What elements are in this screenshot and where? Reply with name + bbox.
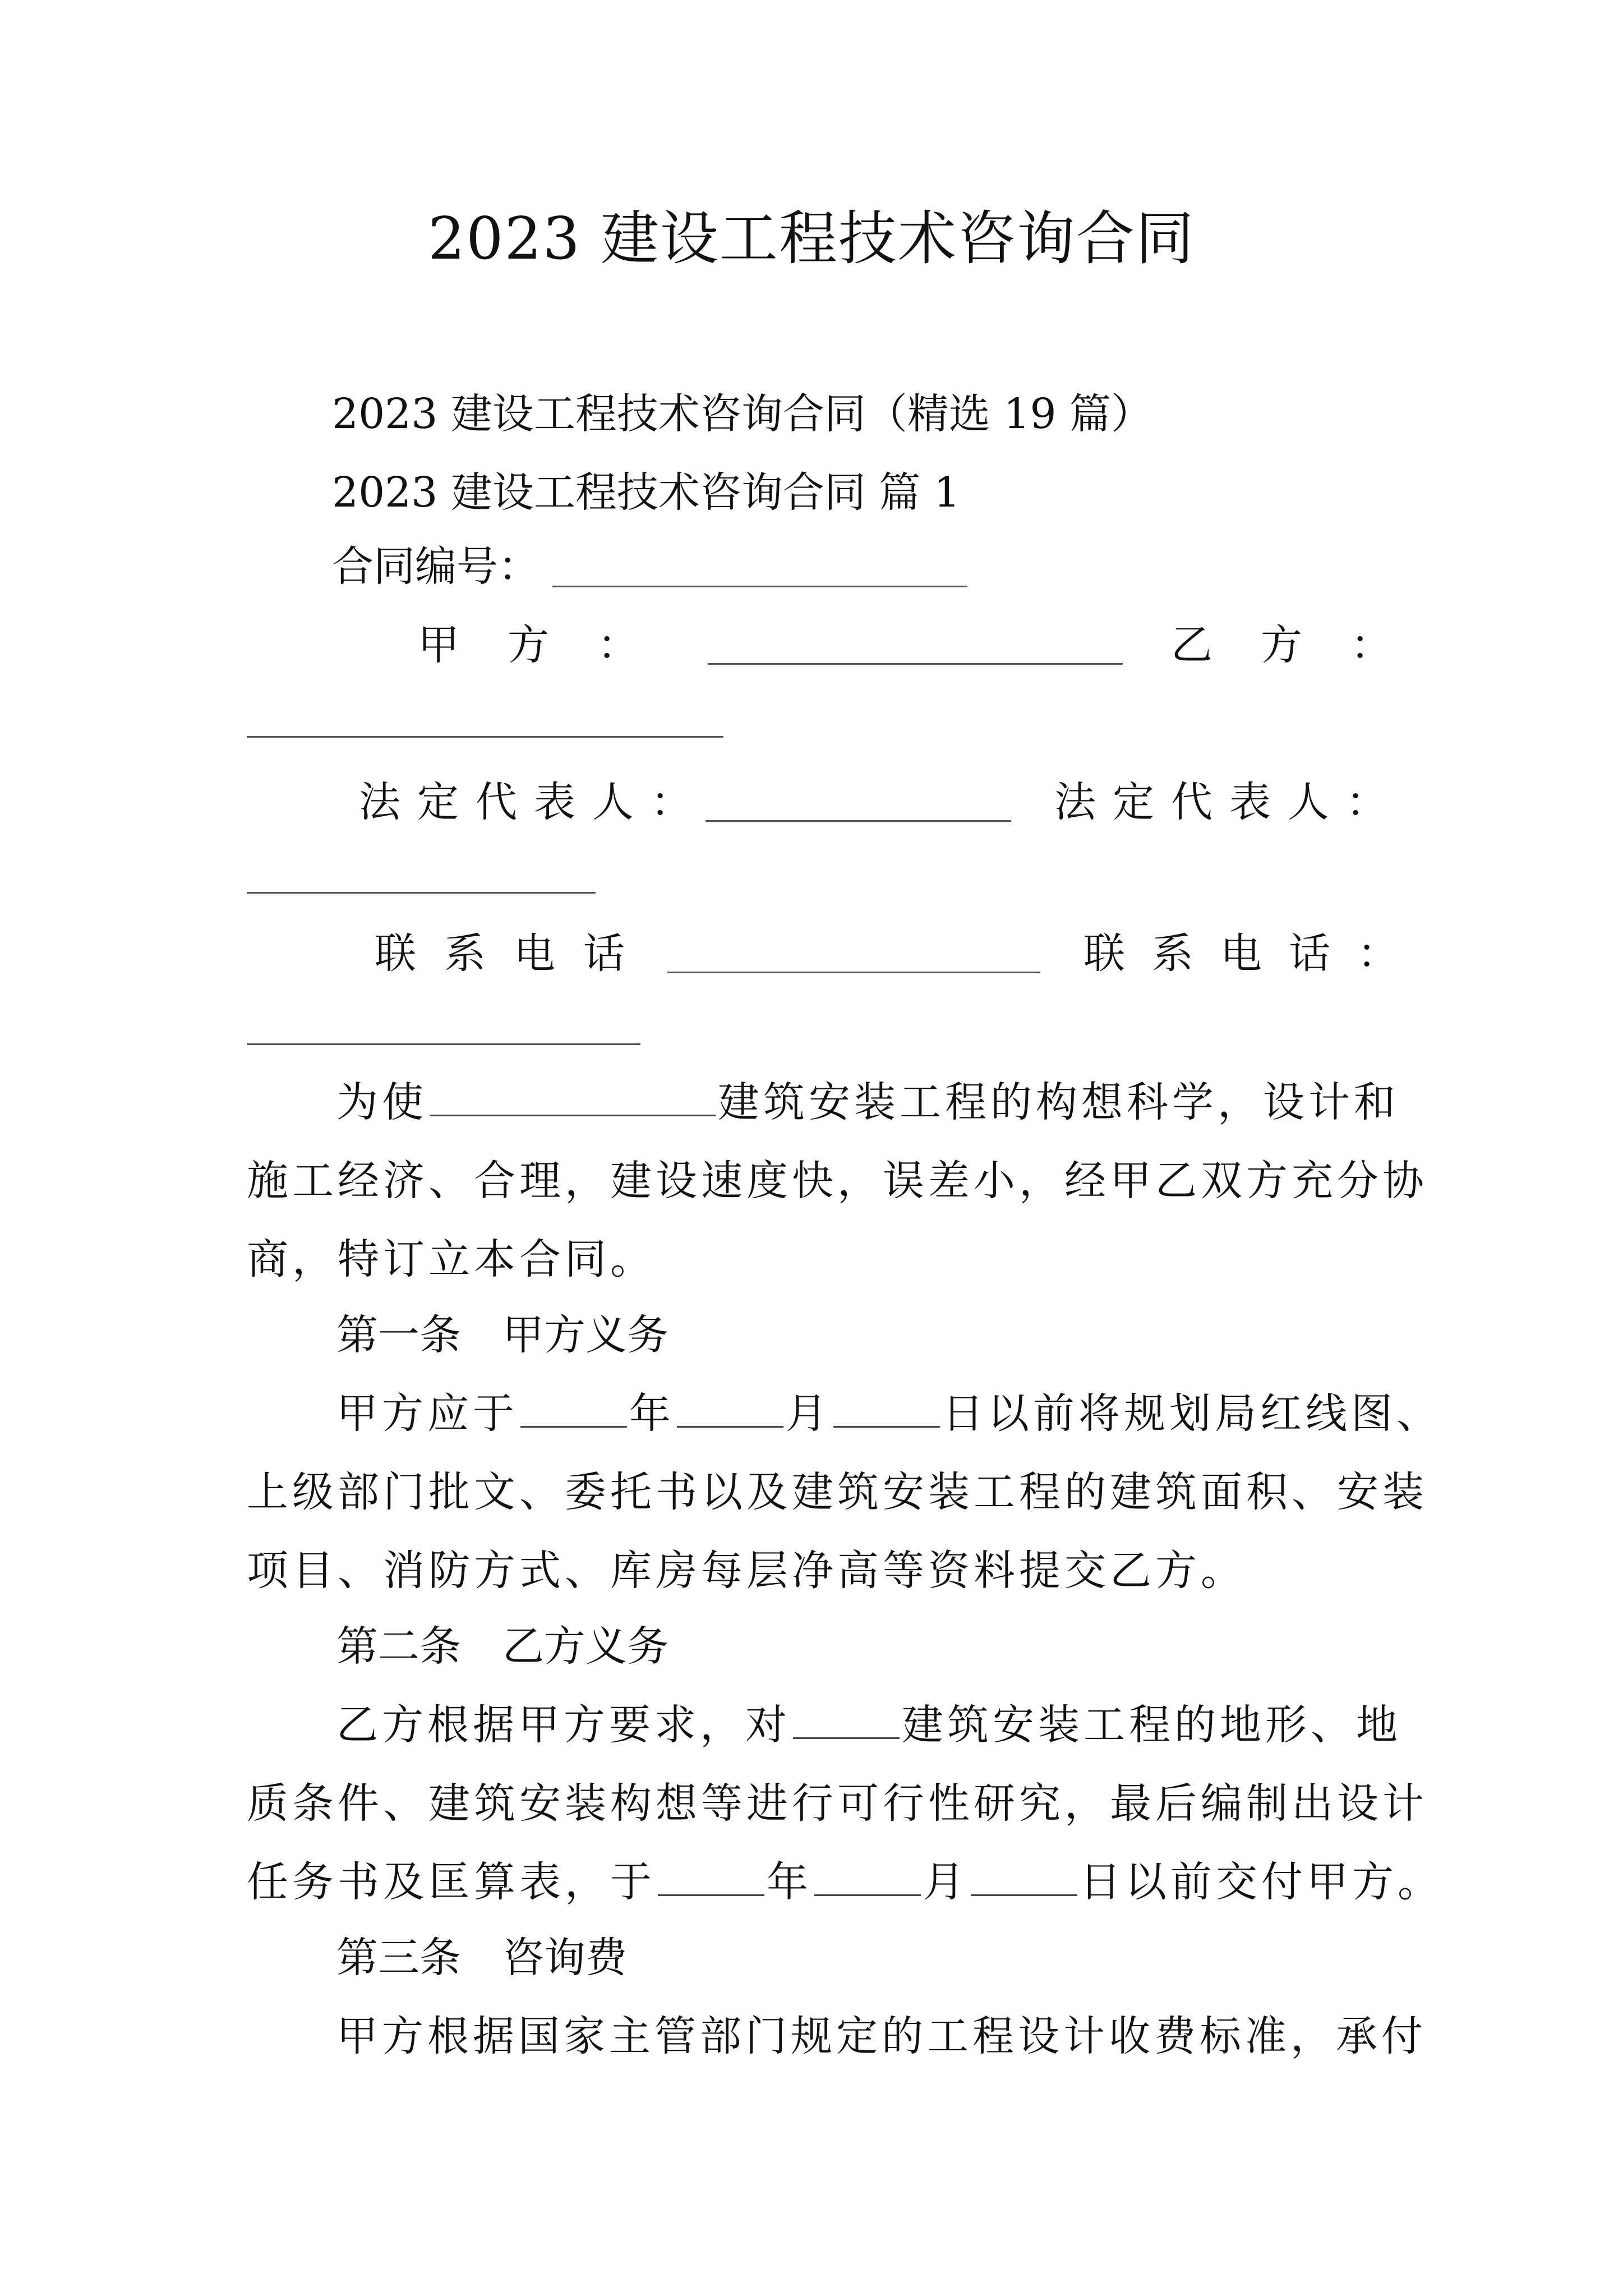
article1-year-blank[interactable]	[520, 1420, 627, 1428]
article3-line1: 甲方根据国家主管部门规定的工程设计收费标准，承付	[336, 2012, 1427, 2060]
article1-day-blank[interactable]	[833, 1420, 940, 1428]
article2-line1	[336, 1697, 1401, 1753]
section-heading: 2023 建设工程技术咨询合同 篇 1	[332, 468, 960, 517]
phone-a-blank[interactable]	[667, 972, 1040, 973]
document-subtitle: 2023 建设工程技术咨询合同（精选 19 篇）	[332, 390, 1153, 438]
article2-month-blank[interactable]	[814, 1889, 921, 1896]
article2-project-blank[interactable]	[793, 1732, 900, 1739]
legal-rep-b-blank[interactable]	[247, 892, 596, 894]
article1-line3: 项目、消防方式、库房每层净高等资料提交乙方。	[247, 1547, 1246, 1595]
party-b-blank[interactable]	[247, 736, 723, 738]
article2-day-blank[interactable]	[971, 1889, 1077, 1896]
article1-text-c: 月	[786, 1389, 831, 1438]
phone-a-label: 联系电话	[375, 930, 653, 978]
article1-line1	[336, 1386, 1442, 1442]
article1-month-blank[interactable]	[677, 1420, 783, 1428]
article2-text-f: 日以前交付甲方。	[1080, 1858, 1443, 1906]
phone-b-label: 联系电话：	[1083, 930, 1426, 978]
article1-text-b: 年	[629, 1389, 675, 1438]
article2-heading: 第二条 乙方义务	[336, 1622, 668, 1671]
article2-text-e: 月	[923, 1858, 969, 1906]
article1-heading: 第一条 甲方义务	[336, 1311, 668, 1359]
phone-b-blank[interactable]	[247, 1043, 640, 1045]
para1-line3: 商，特订立本合同。	[247, 1235, 656, 1283]
para1-line2: 施工经济、合理，建设速度快，误差小，经甲乙双方充分协	[247, 1157, 1428, 1205]
article2-text-c: 任务书及匡算表，于	[247, 1858, 656, 1906]
article1-text-a: 甲方应于	[336, 1389, 518, 1438]
legal-rep-a-blank[interactable]	[706, 820, 1011, 822]
article1-text-d: 日以前将规划局红线图、	[942, 1389, 1442, 1438]
contract-number-label: 合同编号：	[332, 542, 540, 591]
article2-year-blank[interactable]	[658, 1889, 764, 1896]
party-b-label: 乙 方 ：	[1171, 621, 1395, 669]
contract-number-blank[interactable]	[552, 586, 967, 587]
article2-line2: 质条件、建筑安装构想等进行可行性研究，最后编制出设计	[247, 1779, 1428, 1828]
legal-rep-b-label: 法定代表人：	[1054, 778, 1404, 826]
legal-rep-a-label: 法定代表人：	[359, 778, 709, 826]
para1-text-a: 为使	[336, 1078, 427, 1126]
article2-text-a: 乙方根据甲方要求，对	[336, 1701, 791, 1749]
para1-line1	[336, 1074, 1399, 1130]
article1-line2: 上级部门批文、委托书以及建筑安装工程的建筑面积、安装	[247, 1468, 1428, 1516]
party-a-label: 甲 方 ：	[418, 621, 642, 669]
document-title: 2023 建设工程技术咨询合同	[428, 204, 1195, 273]
article2-text-b: 建筑安装工程的地形、地	[902, 1701, 1401, 1749]
para1-blank[interactable]	[430, 1109, 716, 1116]
party-a-blank[interactable]	[708, 663, 1123, 665]
para1-text-b: 建筑安装工程的构想科学，设计和	[718, 1078, 1399, 1126]
article3-heading: 第三条 咨询费	[336, 1934, 627, 1982]
article2-text-d: 年	[767, 1858, 812, 1906]
article2-line3	[247, 1854, 1443, 1910]
